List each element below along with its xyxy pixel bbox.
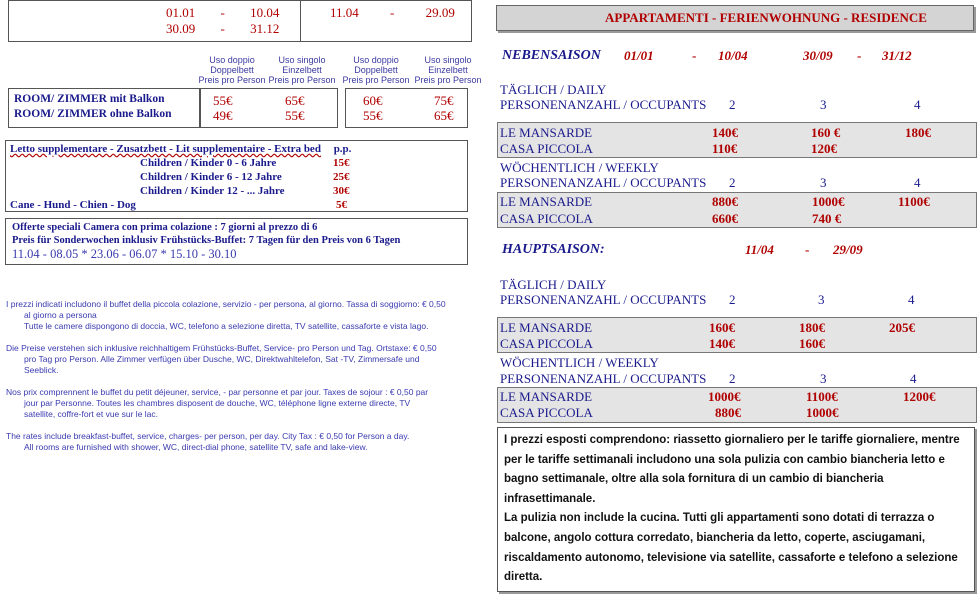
apt-price: 120€ (811, 141, 837, 156)
piccola-label: CASA PICCOLA (500, 405, 593, 420)
occupants-num: 3 (818, 292, 825, 307)
col-head-line: Preis pro Person (198, 75, 266, 85)
occupants-label: PERSONENANZAHL / OCCUPANTS (500, 97, 707, 112)
haupt-season-label: HAUPTSAISON: (502, 242, 605, 257)
col-head-line: Doppelbett (354, 65, 398, 75)
note-line: satellite, coffre-fort et vue sur le lac. (24, 409, 159, 419)
mansarde-label: LE MANSARDE (500, 389, 593, 404)
col-head-line: Uso singolo (424, 55, 472, 65)
note-line: jour par Personne. Toutes les chambres disposent de douche, WC, téléphone ligne externe directe, TV (24, 398, 411, 408)
col-head-line: Uso singolo (278, 55, 326, 65)
haupt-date: 11/04 (745, 242, 774, 257)
weekly-label: WÖCHENTLICH / WEEKLY (500, 355, 659, 370)
col-head-line: Preis pro Person (414, 75, 482, 85)
note-line: al giorno a persona (24, 310, 97, 320)
col-head-line: Preis pro Person (268, 75, 336, 85)
occupants-num: 3 (820, 371, 827, 386)
price-cell: 55€ (285, 108, 305, 123)
apt-price: 180€ (905, 125, 931, 140)
occupants-num: 4 (914, 97, 921, 112)
offers-line-de: Preis für Sonderwochen inklusiv Frühstücks-Buffet: 7 Tagen für den Preis von 6 Tagen (12, 235, 401, 246)
apt-price: 1100€ (898, 194, 930, 209)
col-head-double-2 (340, 55, 412, 85)
col-head-line: Einzelbett (428, 65, 468, 75)
occupants-num: 3 (820, 97, 827, 112)
children-row: Children / Kinder 6 - 12 Jahre (140, 171, 282, 183)
children-price: 15€ (333, 157, 350, 169)
weekly-label: WÖCHENTLICH / WEEKLY (500, 160, 659, 175)
mansarde-label: LE MANSARDE (500, 320, 593, 335)
haupt-date: 29/09 (833, 242, 863, 257)
apt-price: 1200€ (903, 389, 936, 404)
date-value: 10.04 (250, 5, 280, 20)
apt-price: 1000€ (708, 389, 741, 404)
occupants-num: 4 (914, 175, 921, 190)
top-dates-right-row (330, 5, 455, 21)
apt-price: 1000€ (812, 194, 845, 209)
neben-date: 01/01 (624, 48, 654, 63)
dog-price: 5€ (336, 199, 347, 211)
extra-bed-heading-text: Letto supplementare - Zusatzbett - Lit supplementaire - Extra bed (10, 143, 321, 155)
top-dates-left-row2 (166, 21, 279, 37)
neben-date: 10/04 (718, 48, 748, 63)
occupants-num: 3 (820, 175, 827, 190)
col-head-single-2 (412, 55, 484, 85)
note-line: pro Tag pro Person. Alle Zimmer verfügen über Dusche, WC, Direktwahltelefon, Sat -TV, Zimmersafe und (24, 354, 420, 364)
note-line: Nos prix comprennent le buffet du petit déjeuner, service, - par personne et par jour. Taxes de sojour : € 0,50 par (6, 387, 429, 397)
daily-label: TÄGLICH / DAILY (500, 82, 607, 97)
children-price: 25€ (333, 171, 350, 183)
col-head-line: Uso doppio (209, 55, 255, 65)
extra-bed-heading (10, 143, 351, 155)
mansarde-label: LE MANSARDE (500, 125, 593, 140)
date-value: 11.04 (330, 5, 359, 20)
note-line: I prezzi indicati includono il buffet della piccola colazione, servizio - per persona, al giorno. Tassa di soggiorno: € 0,50 (6, 299, 446, 309)
note-line: All rooms are furnished with shower, WC, direct-dial phone, satellite TV, safe and lake-view. (24, 442, 368, 452)
occupants-label: PERSONENANZAHL / OCCUPANTS (500, 292, 707, 307)
apt-price: 160 € (811, 125, 841, 140)
haupt-dash: - (805, 242, 810, 257)
apt-price: 140€ (709, 336, 735, 351)
notes-block (6, 299, 486, 453)
offers-line-it: Offerte speciali Camera con prima colazione : 7 giorni al prezzo di 6 (12, 222, 318, 233)
col-head-line: Preis pro Person (342, 75, 410, 85)
top-dates-divider (300, 0, 301, 42)
price-cell: 65€ (285, 93, 305, 108)
info-paragraph: I prezzi esposti comprendono: riassetto giornaliero per le tariffe giornaliere, mentre per le tariffe settimanali includono una sola pulizia con cambio biancheria letto e bagno settimanale, oltre alla sola fornitura di un cambio di biancheria infrasettimanale. (504, 434, 960, 505)
occupants-label: PERSONENANZAHL / OCCUPANTS (500, 371, 707, 386)
note-line: Seeblick. (24, 365, 59, 375)
occupants-num: 2 (729, 292, 736, 307)
apt-price: 880€ (715, 405, 741, 420)
piccola-label: CASA PICCOLA (500, 336, 593, 351)
apt-price: 140€ (712, 125, 738, 140)
price-cell: 55€ (213, 93, 233, 108)
price-cell: 55€ (363, 108, 383, 123)
price-cell: 75€ (434, 93, 454, 108)
occupants-num: 2 (729, 371, 736, 386)
children-row: Children / Kinder 12 - ... Jahre (140, 185, 285, 197)
apt-price: 740 € (812, 211, 842, 226)
apt-price: 1100€ (806, 389, 838, 404)
piccola-label: CASA PICCOLA (500, 141, 593, 156)
apartments-info-box (497, 427, 975, 592)
dash: - (390, 5, 395, 20)
children-row: Children / Kinder 0 - 6 Jahre (140, 157, 277, 169)
mansarde-label: LE MANSARDE (500, 194, 593, 209)
occupants-num: 4 (910, 371, 917, 386)
date-value: 29.09 (425, 5, 455, 20)
date-value: 31.12 (250, 21, 280, 36)
apt-price: 660€ (712, 211, 738, 226)
apt-price: 110€ (712, 141, 738, 156)
apt-price: 160€ (799, 336, 825, 351)
col-head-line: Uso doppio (353, 55, 399, 65)
info-paragraph: La pulizia non include la cucina. Tutti gli appartamenti sono dotati di terrazza o balcone, angolo cottura corredato, biancheria da letto, coperte, asciugamani, riscaldamento autonomo, televisione via satellite, cassaforte e telefono a selezione diretta. (504, 512, 958, 584)
children-price: 30€ (333, 185, 350, 197)
neben-date: 30/09 (803, 48, 833, 63)
col-head-line: Einzelbett (282, 65, 322, 75)
apt-price: 880€ (712, 194, 738, 209)
date-value: 01.01 (166, 5, 196, 20)
col-head-single-1 (266, 55, 338, 85)
note-line: Tutte le camere dispongono di doccia, WC, telefono a selezione diretta, TV satellite, cassaforte e vista lago. (24, 321, 429, 331)
occupants-num: 2 (729, 97, 736, 112)
price-cell: 60€ (363, 93, 383, 108)
apt-price: 160€ (709, 320, 735, 335)
date-value: 30.09 (166, 21, 196, 36)
col-head-line: Doppelbett (210, 65, 254, 75)
per-person-label: p.p. (333, 143, 352, 155)
room-without-balcony-label: ROOM/ ZIMMER ohne Balkon (14, 108, 172, 120)
dog-label: Cane - Hund - Chien - Dog (10, 199, 136, 211)
price-cell: 49€ (213, 108, 233, 123)
apt-price: 180€ (799, 320, 825, 335)
apartments-title: APPARTAMENTI - FERIENWOHNUNG - RESIDENCE (605, 10, 927, 25)
dash: - (220, 5, 225, 20)
neben-dash: - (857, 48, 862, 63)
apt-price: 205€ (889, 320, 915, 335)
note-line: The rates include breakfast-buffet, service, charges- per person, per day. City Tax : € 0,50 for Person a day. (6, 431, 410, 441)
daily-label: TÄGLICH / DAILY (500, 277, 607, 292)
neben-season-label: NEBENSAISON (502, 48, 601, 63)
room-with-balcony-label: ROOM/ ZIMMER mit Balkon (14, 93, 165, 105)
neben-dash: - (692, 48, 697, 63)
piccola-label: CASA PICCOLA (500, 211, 593, 226)
occupants-num: 2 (729, 175, 736, 190)
apt-price: 1000€ (806, 405, 839, 420)
col-head-double-1 (196, 55, 268, 85)
dash: - (220, 21, 225, 36)
occupants-label: PERSONENANZAHL / OCCUPANTS (500, 175, 707, 190)
price-cell: 65€ (434, 108, 454, 123)
top-dates-left-row1 (166, 5, 279, 21)
occupants-num: 4 (908, 292, 915, 307)
neben-date: 31/12 (882, 48, 912, 63)
note-line: Die Preise verstehen sich inklusive reichhaltigem Frühstücks-Buffet, Service- pro Person und Tag. Ortstaxe: € 0,50 (6, 343, 437, 353)
offers-dates: 11.04 - 08.05 * 23.06 - 06.07 * 15.10 - 30.10 (12, 247, 237, 261)
